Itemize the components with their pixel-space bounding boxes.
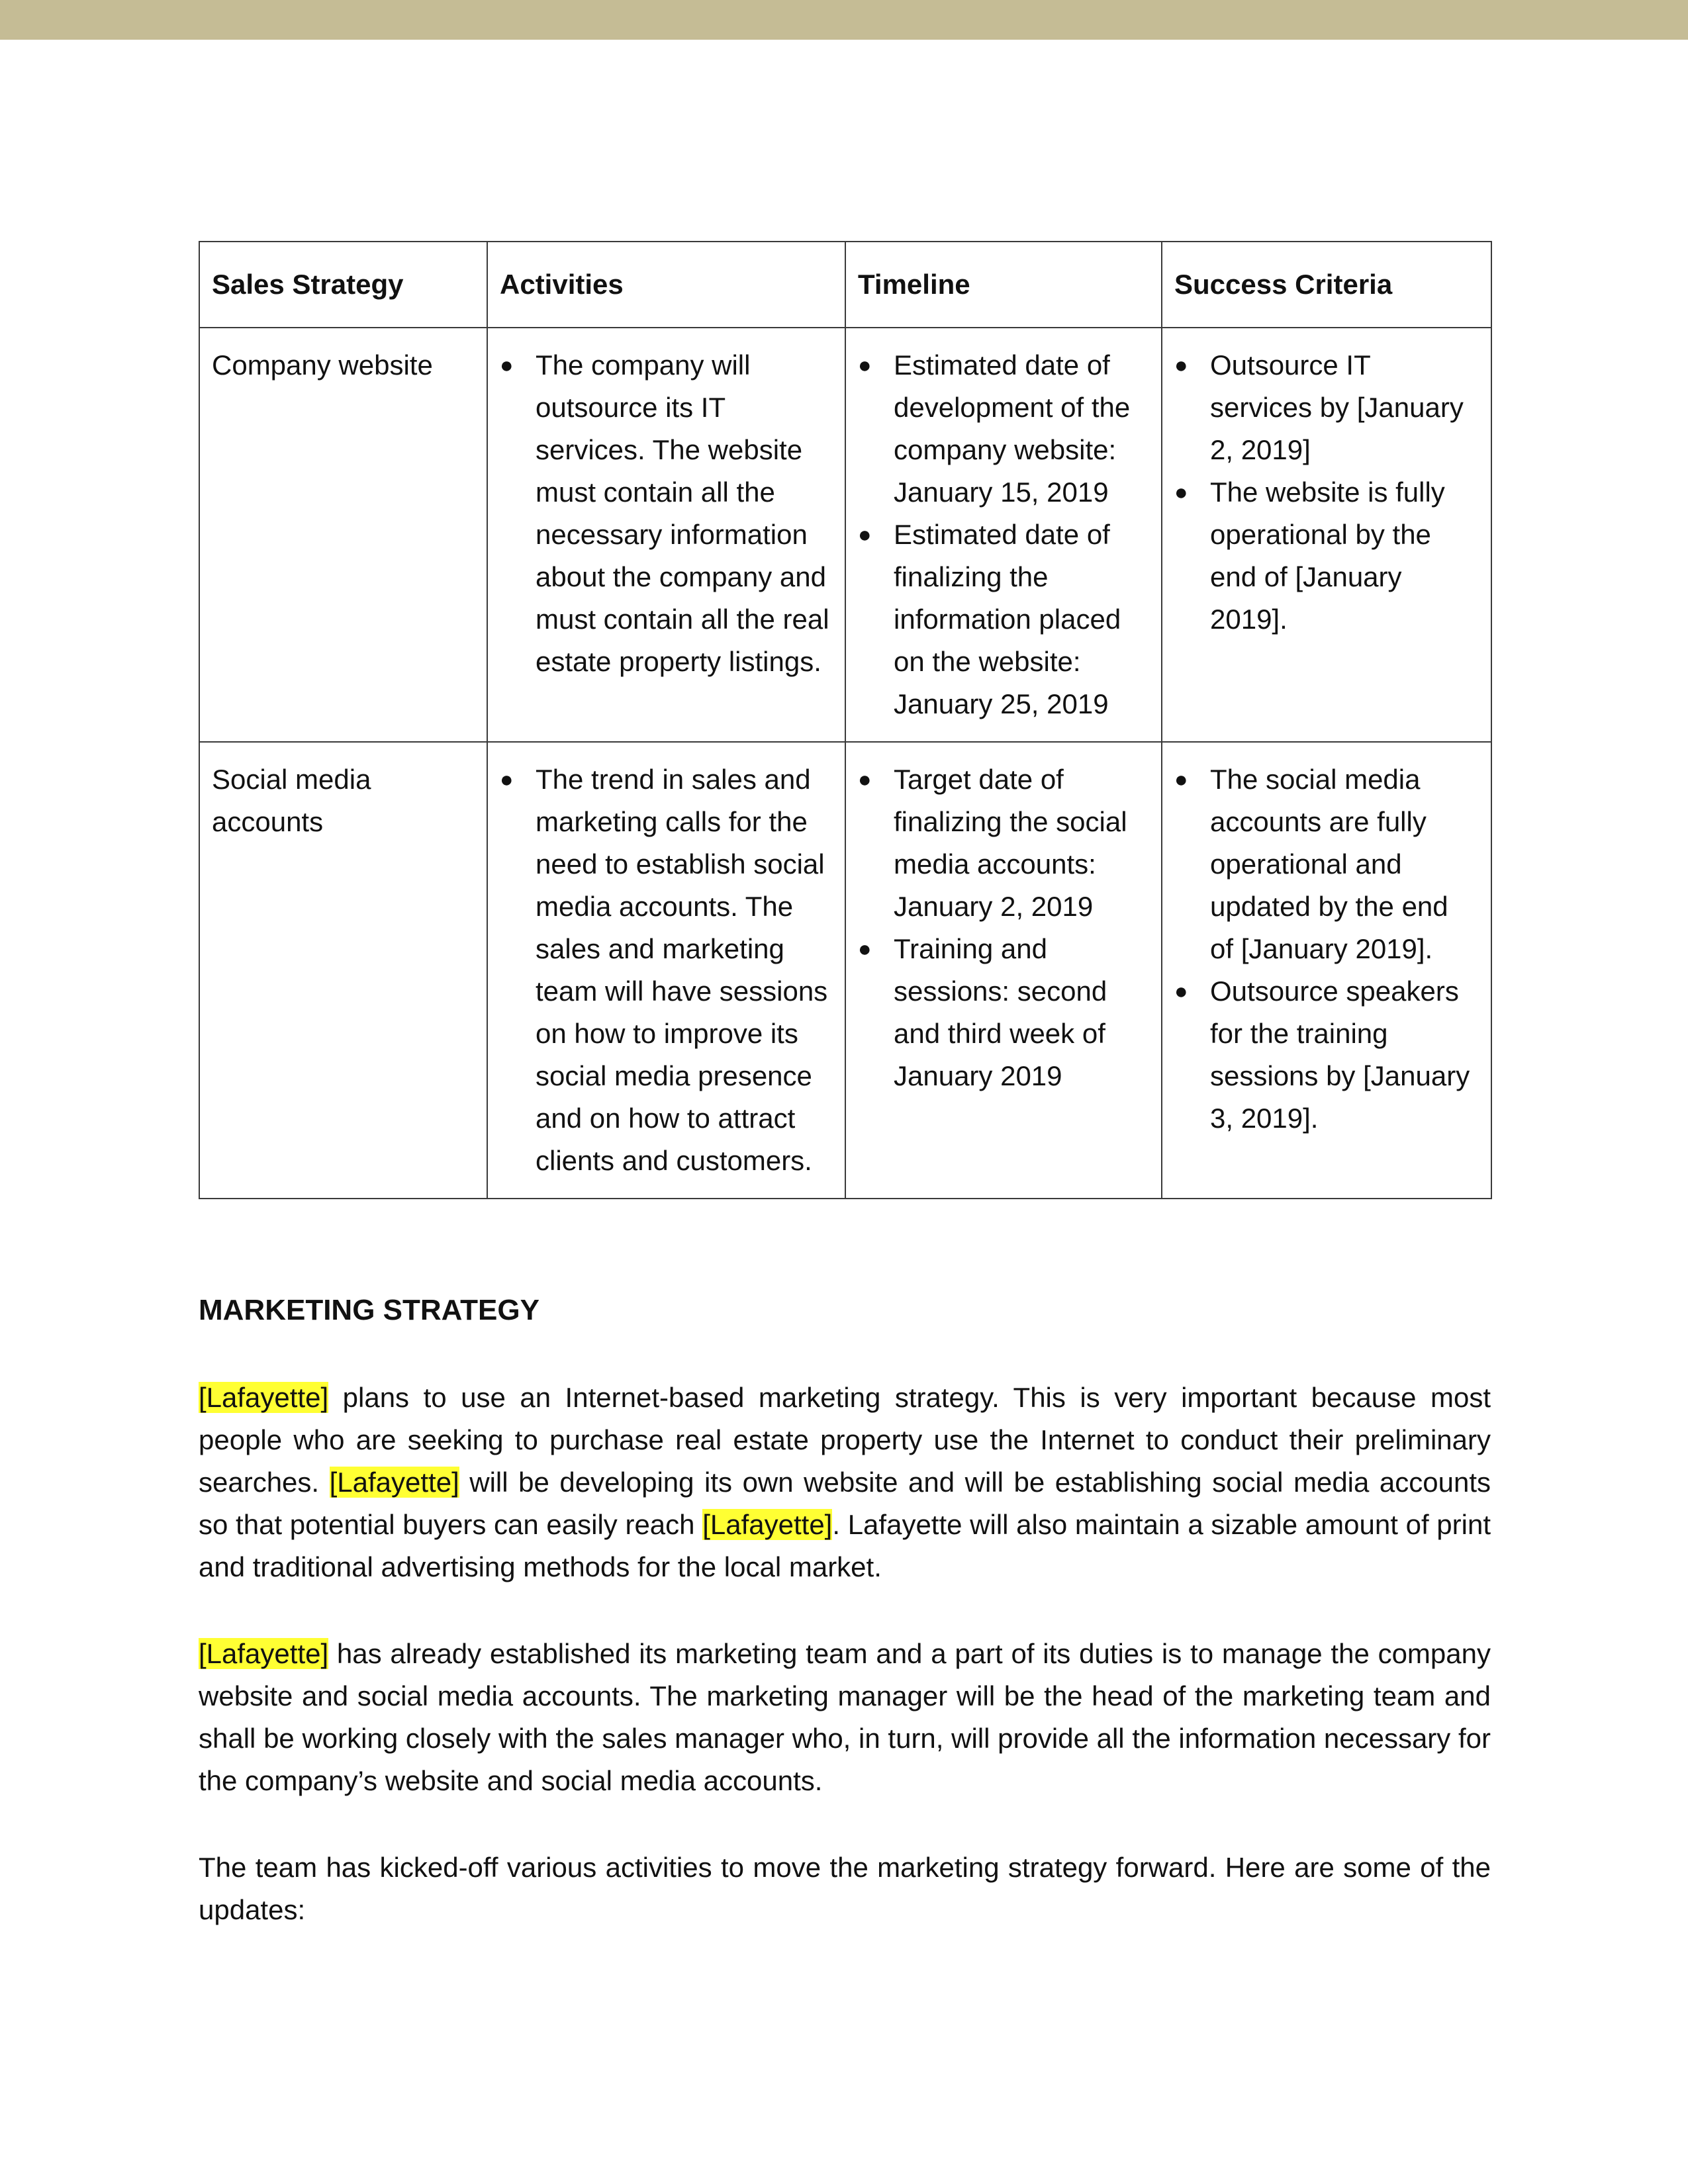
paragraph: [Lafayette] has already established its marketing team and a part of its duties is to manage the company website and social media accounts. The marketing manager will be the head of the marketing team and shall be working closely with the sales manager who, in turn, will provide all the information necessary for the company’s website and social media accounts. <box>199 1638 1491 1796</box>
section-heading: MARKETING STRATEGY <box>199 1294 539 1326</box>
column-header-activities: Activities <box>487 242 845 328</box>
column-header-success-criteria: Success Criteria <box>1162 242 1491 328</box>
timeline-cell <box>845 742 1162 1199</box>
paragraph: [Lafayette] plans to use an Internet-based marketing strategy. This is very important because most people who are seeking to purchase real estate property use the Internet to conduct their preliminary searches. [Lafayette] will be developing its own website and will be establishing social media accounts so that potential buyers can easily reach [Lafayette]. Lafayette will also maintain a sizable amount of print and traditional advertising methods for the local market. <box>199 1382 1491 1582</box>
highlighted-company-name: [Lafayette] <box>702 1509 833 1540</box>
bullet-item: ● The social media accounts are fully operational and updated by the end of [January 2019]. <box>1210 758 1479 970</box>
table-row <box>199 328 1491 742</box>
bullet-item: ● Estimated date of development of the company website: January 15, 2019 <box>894 344 1149 514</box>
bullet-item: ● Outsource IT services by [January 2, 2019] <box>1210 344 1479 471</box>
column-header-timeline: Timeline <box>845 242 1162 328</box>
top-decorative-bar <box>0 0 1688 40</box>
activities-cell <box>487 742 845 1199</box>
table-row <box>199 742 1491 1199</box>
table-header-row <box>199 242 1491 328</box>
strategy-cell: Company website <box>199 328 487 742</box>
column-header-sales-strategy: Sales Strategy <box>199 242 487 328</box>
sales-strategy-table <box>199 241 1492 1199</box>
strategy-cell: Social media accounts <box>199 742 487 1199</box>
bullet-item: ● Outsource speakers for the training sessions by [January 3, 2019]. <box>1210 970 1479 1140</box>
highlighted-company-name: [Lafayette] <box>199 1638 329 1669</box>
bullet-item: ● The trend in sales and marketing calls for the need to establish social media accounts. The sales and marketing team will have sessions on how to improve its social media presence and on how to attract clients and customers. <box>536 758 833 1182</box>
bullet-item: ● Training and sessions: second and third week of January 2019 <box>894 928 1149 1097</box>
bullet-item: ● The company will outsource its IT services. The website must contain all the necessary information about the company and must contain all the real estate property listings. <box>536 344 833 683</box>
bullet-item: ● Estimated date of finalizing the information placed on the website: January 25, 2019 <box>894 514 1149 725</box>
highlighted-company-name: [Lafayette] <box>329 1467 459 1498</box>
bullet-item: ● The website is fully operational by the end of [January 2019]. <box>1210 471 1479 641</box>
timeline-cell <box>845 328 1162 742</box>
criteria-cell <box>1162 742 1491 1199</box>
paragraph: The team has kicked-off various activities to move the marketing strategy forward. Here are some of the updates: <box>199 1852 1491 1925</box>
criteria-cell <box>1162 328 1491 742</box>
bullet-item: ● Target date of finalizing the social media accounts: January 2, 2019 <box>894 758 1149 928</box>
activities-cell <box>487 328 845 742</box>
highlighted-company-name: [Lafayette] <box>199 1382 329 1413</box>
